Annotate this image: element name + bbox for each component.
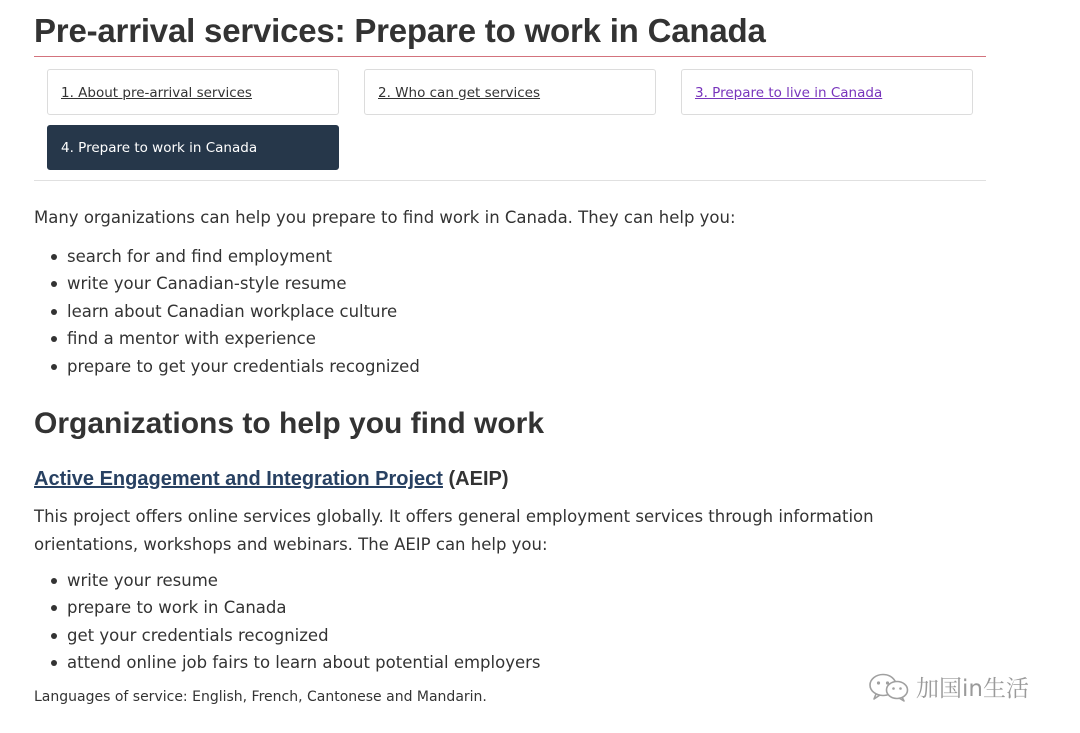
bullet-icon [51, 309, 57, 315]
list-item-text: attend online job fairs to learn about potential employers [67, 653, 541, 673]
intro-bullet-list [34, 243, 420, 380]
languages-of-service: Languages of service: English, French, Cantonese and Mandarin. [34, 689, 487, 705]
list-item [34, 325, 420, 352]
list-item [34, 567, 541, 594]
bullet-icon [51, 364, 57, 370]
watermark-text: 加国in生活 [916, 676, 1029, 702]
watermark [868, 670, 1029, 703]
step-link-about-services[interactable]: 1. About pre-arrival services [61, 85, 252, 101]
page-title: Pre-arrival services: Prepare to work in Canada [34, 12, 766, 49]
step-tab-prepare-to-live[interactable] [681, 69, 973, 115]
organization-acronym: (AEIP) [442, 468, 509, 490]
list-item-text: search for and find employment [67, 247, 333, 266]
title-divider [34, 56, 986, 57]
section-heading: Organizations to help you find work [34, 407, 545, 440]
bullet-icon [51, 633, 57, 639]
organization-description: This project offers online services globally. It offers general employment services through information orientations, workshops and webinars. The AEIP can help you: [34, 507, 874, 554]
list-item-text: prepare to work in Canada [67, 598, 287, 618]
list-item [34, 270, 420, 297]
bullet-icon [51, 281, 57, 287]
organization-bullet-list [34, 567, 541, 677]
list-item-text: get your credentials recognized [67, 625, 329, 645]
list-item-text: write your resume [67, 571, 218, 590]
step-label-prepare-to-work: 4. Prepare to work in Canada [61, 140, 258, 156]
bullet-icon [51, 605, 57, 611]
step-link-who-can-get-services[interactable]: 2. Who can get services [378, 85, 541, 101]
list-item-text: write your Canadian-style resume [67, 274, 347, 294]
bullet-icon [51, 336, 57, 342]
list-item [34, 243, 420, 270]
list-item-text: find a mentor with experience [67, 329, 316, 349]
list-item [34, 353, 420, 380]
list-item-text: learn about Canadian workplace culture [67, 301, 398, 321]
step-tab-prepare-to-work-active [47, 125, 339, 170]
list-item [34, 649, 541, 676]
list-item [34, 622, 541, 649]
bullet-icon [51, 254, 57, 260]
step-tab-about-services[interactable] [47, 69, 339, 115]
step-tab-who-can-get-services[interactable] [364, 69, 656, 115]
navigation-divider [34, 180, 986, 181]
list-item [34, 594, 541, 621]
list-item-text: prepare to get your credentials recognized [67, 356, 420, 376]
bullet-icon [51, 578, 57, 584]
bullet-icon [51, 660, 57, 666]
organization-heading [34, 468, 509, 491]
wechat-icon [868, 672, 910, 702]
organization-name-link[interactable]: Active Engagement and Integration Project [34, 468, 443, 490]
list-item [34, 298, 420, 325]
intro-paragraph: Many organizations can help you prepare to find work in Canada. They can help you: [34, 208, 736, 227]
step-link-prepare-to-live[interactable]: 3. Prepare to live in Canada [695, 85, 883, 101]
